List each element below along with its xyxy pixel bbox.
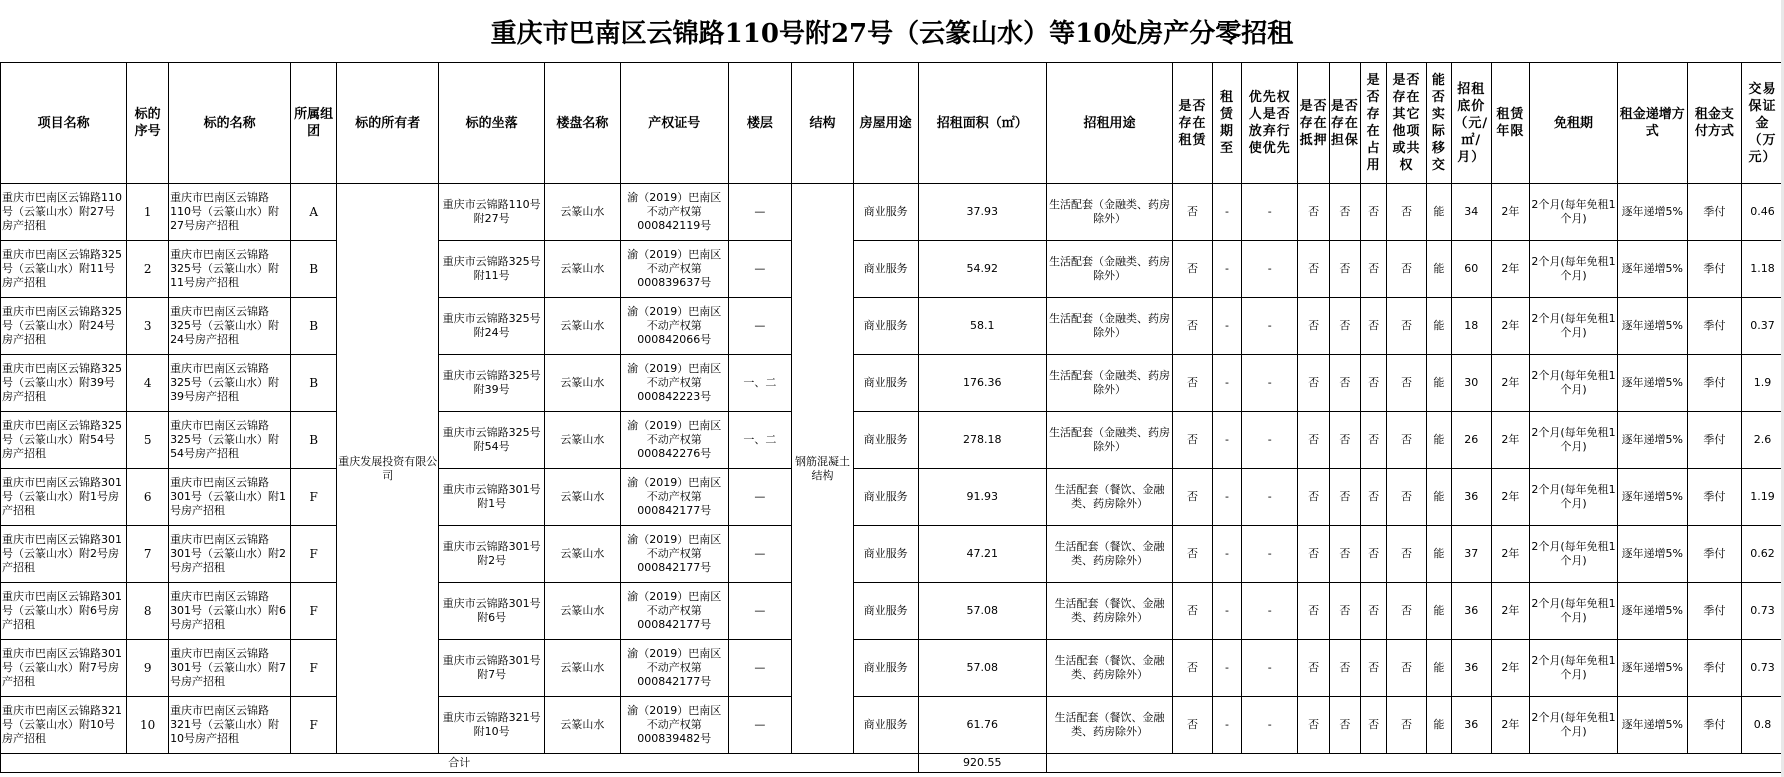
cell-free: 2个月(每年免租1个月) xyxy=(1530,298,1618,355)
cell-term: 2年 xyxy=(1491,526,1530,583)
header-term: 租赁年限 xyxy=(1491,63,1530,184)
cell-pay: 季付 xyxy=(1687,412,1741,469)
cell-term: 2年 xyxy=(1491,241,1530,298)
cell-priority: - xyxy=(1242,184,1298,241)
cell-free: 2个月(每年免租1个月) xyxy=(1530,355,1618,412)
cell-location: 重庆市云锦路301号附7号 xyxy=(439,640,544,697)
cell-deposit: 1.18 xyxy=(1742,241,1784,298)
cell-building: 云篆山水 xyxy=(544,526,620,583)
cell-pay: 季付 xyxy=(1687,184,1741,241)
cell-mortgage: 否 xyxy=(1298,469,1329,526)
cell-base-price: 36 xyxy=(1451,640,1491,697)
cell-mortgage: 否 xyxy=(1298,640,1329,697)
cell-increase: 逐年递增5% xyxy=(1617,583,1687,640)
cell-building: 云篆山水 xyxy=(544,640,620,697)
cell-target: 重庆市巴南区云锦路301号（云篆山水）附6号房产招租 xyxy=(169,583,291,640)
cell-deposit: 1.9 xyxy=(1742,355,1784,412)
cell-co-own: 否 xyxy=(1387,355,1427,412)
cell-lease-exists: 否 xyxy=(1173,697,1213,754)
table-row xyxy=(1,241,1784,298)
cell-use: 商业服务 xyxy=(853,241,918,298)
cell-building: 云篆山水 xyxy=(544,412,620,469)
cell-co-own: 否 xyxy=(1387,298,1427,355)
cell-cert: 渝（2019）巴南区不动产权第000842223号 xyxy=(621,355,729,412)
table-row xyxy=(1,640,1784,697)
cell-floor: — xyxy=(728,241,792,298)
cell-floor: — xyxy=(728,583,792,640)
header-mortgage: 是否存在抵押 xyxy=(1298,63,1329,184)
cell-use: 商业服务 xyxy=(853,526,918,583)
cell-mortgage: 否 xyxy=(1298,697,1329,754)
cell-location: 重庆市云锦路301号附6号 xyxy=(439,583,544,640)
cell-transfer: 能 xyxy=(1426,697,1451,754)
cell-guarantee: 否 xyxy=(1329,355,1360,412)
table-row xyxy=(1,355,1784,412)
cell-free: 2个月(每年免租1个月) xyxy=(1530,583,1618,640)
cell-transfer: 能 xyxy=(1426,298,1451,355)
cell-cert: 渝（2019）巴南区不动产权第000842119号 xyxy=(621,184,729,241)
cell-cert: 渝（2019）巴南区不动产权第000842177号 xyxy=(621,583,729,640)
cell-guarantee: 否 xyxy=(1329,583,1360,640)
cell-priority: - xyxy=(1242,583,1298,640)
cell-mortgage: 否 xyxy=(1298,298,1329,355)
cell-co-own: 否 xyxy=(1387,469,1427,526)
cell-base-price: 36 xyxy=(1451,469,1491,526)
total-blank xyxy=(1046,754,1783,773)
cell-lease-end: - xyxy=(1212,412,1241,469)
cell-co-own: 否 xyxy=(1387,583,1427,640)
cell-occupy: 否 xyxy=(1361,241,1387,298)
cell-project: 重庆市巴南区云锦路325号（云篆山水）附11号房产招租 xyxy=(1,241,127,298)
cell-seq: 2 xyxy=(127,241,169,298)
cell-area: 57.08 xyxy=(918,640,1046,697)
cell-increase: 逐年递增5% xyxy=(1617,355,1687,412)
header-deposit: 交易保证金（万元） xyxy=(1742,63,1784,184)
header-increase: 租金递增方式 xyxy=(1617,63,1687,184)
cell-building: 云篆山水 xyxy=(544,469,620,526)
table-body xyxy=(1,184,1784,773)
cell-lease-exists: 否 xyxy=(1173,640,1213,697)
cell-project: 重庆市巴南区云锦路301号（云篆山水）附6号房产招租 xyxy=(1,583,127,640)
cell-seq: 9 xyxy=(127,640,169,697)
cell-term: 2年 xyxy=(1491,583,1530,640)
cell-building: 云篆山水 xyxy=(544,583,620,640)
cell-floor: — xyxy=(728,469,792,526)
cell-group: B xyxy=(291,412,337,469)
cell-increase: 逐年递增5% xyxy=(1617,298,1687,355)
cell-guarantee: 否 xyxy=(1329,241,1360,298)
cell-cert: 渝（2019）巴南区不动产权第000842276号 xyxy=(621,412,729,469)
cell-pay: 季付 xyxy=(1687,697,1741,754)
cell-project: 重庆市巴南区云锦路325号（云篆山水）附54号房产招租 xyxy=(1,412,127,469)
header-use: 房屋用途 xyxy=(853,63,918,184)
cell-area: 278.18 xyxy=(918,412,1046,469)
cell-target: 重庆市巴南区云锦路321号（云篆山水）附10号房产招租 xyxy=(169,697,291,754)
cell-area: 91.93 xyxy=(918,469,1046,526)
header-lease-exists: 是否存在租赁 xyxy=(1173,63,1213,184)
cell-transfer: 能 xyxy=(1426,355,1451,412)
cell-guarantee: 否 xyxy=(1329,298,1360,355)
cell-free: 2个月(每年免租1个月) xyxy=(1530,640,1618,697)
cell-use: 商业服务 xyxy=(853,697,918,754)
cell-occupy: 否 xyxy=(1361,583,1387,640)
cell-target: 重庆市巴南区云锦路301号（云篆山水）附1号房产招租 xyxy=(169,469,291,526)
cell-lease-exists: 否 xyxy=(1173,184,1213,241)
cell-use: 商业服务 xyxy=(853,184,918,241)
cell-priority: - xyxy=(1242,355,1298,412)
table-row xyxy=(1,412,1784,469)
cell-lease-exists: 否 xyxy=(1173,241,1213,298)
header-row xyxy=(1,63,1784,184)
cell-group: F xyxy=(291,640,337,697)
cell-building: 云篆山水 xyxy=(544,184,620,241)
header-co-own: 是否存在其它他项或共权 xyxy=(1387,63,1427,184)
cell-term: 2年 xyxy=(1491,355,1530,412)
cell-mortgage: 否 xyxy=(1298,241,1329,298)
cell-project: 重庆市巴南区云锦路325号（云篆山水）附24号房产招租 xyxy=(1,298,127,355)
cell-lease-end: - xyxy=(1212,640,1241,697)
cell-deposit: 1.19 xyxy=(1742,469,1784,526)
cell-area: 176.36 xyxy=(918,355,1046,412)
cell-pay: 季付 xyxy=(1687,526,1741,583)
header-rent-use: 招租用途 xyxy=(1046,63,1172,184)
cell-increase: 逐年递增5% xyxy=(1617,412,1687,469)
cell-base-price: 36 xyxy=(1451,697,1491,754)
cell-increase: 逐年递增5% xyxy=(1617,640,1687,697)
cell-free: 2个月(每年免租1个月) xyxy=(1530,469,1618,526)
cell-area: 57.08 xyxy=(918,583,1046,640)
cell-lease-end: - xyxy=(1212,355,1241,412)
cell-free: 2个月(每年免租1个月) xyxy=(1530,412,1618,469)
cell-transfer: 能 xyxy=(1426,526,1451,583)
cell-target: 重庆市巴南区云锦路301号（云篆山水）附7号房产招租 xyxy=(169,640,291,697)
cell-group: F xyxy=(291,583,337,640)
cell-use: 商业服务 xyxy=(853,583,918,640)
cell-deposit: 0.73 xyxy=(1742,640,1784,697)
cell-increase: 逐年递增5% xyxy=(1617,184,1687,241)
cell-mortgage: 否 xyxy=(1298,526,1329,583)
cell-rent-use: 生活配套（金融类、药房除外） xyxy=(1046,412,1172,469)
cell-priority: - xyxy=(1242,298,1298,355)
header-pay: 租金支付方式 xyxy=(1687,63,1741,184)
cell-project: 重庆市巴南区云锦路301号（云篆山水）附2号房产招租 xyxy=(1,526,127,583)
cell-group: B xyxy=(291,241,337,298)
cell-mortgage: 否 xyxy=(1298,583,1329,640)
cell-area: 37.93 xyxy=(918,184,1046,241)
cell-lease-exists: 否 xyxy=(1173,355,1213,412)
cell-group: B xyxy=(291,355,337,412)
cell-target: 重庆市巴南区云锦路110号（云篆山水）附27号房产招租 xyxy=(169,184,291,241)
header-structure: 结构 xyxy=(792,63,854,184)
cell-cert: 渝（2019）巴南区不动产权第000842177号 xyxy=(621,469,729,526)
cell-group: F xyxy=(291,697,337,754)
cell-project: 重庆市巴南区云锦路301号（云篆山水）附7号房产招租 xyxy=(1,640,127,697)
cell-group: B xyxy=(291,298,337,355)
cell-occupy: 否 xyxy=(1361,355,1387,412)
total-area: 920.55 xyxy=(918,754,1046,773)
cell-location: 重庆市云锦路325号附39号 xyxy=(439,355,544,412)
total-row xyxy=(1,754,1784,773)
cell-location: 重庆市云锦路301号附2号 xyxy=(439,526,544,583)
header-target: 标的名称 xyxy=(169,63,291,184)
cell-pay: 季付 xyxy=(1687,583,1741,640)
cell-lease-end: - xyxy=(1212,583,1241,640)
cell-building: 云篆山水 xyxy=(544,355,620,412)
cell-pay: 季付 xyxy=(1687,355,1741,412)
cell-location: 重庆市云锦路325号附54号 xyxy=(439,412,544,469)
cell-target: 重庆市巴南区云锦路325号（云篆山水）附54号房产招租 xyxy=(169,412,291,469)
cell-transfer: 能 xyxy=(1426,241,1451,298)
cell-project: 重庆市巴南区云锦路301号（云篆山水）附1号房产招租 xyxy=(1,469,127,526)
cell-lease-exists: 否 xyxy=(1173,583,1213,640)
cell-target: 重庆市巴南区云锦路325号（云篆山水）附39号房产招租 xyxy=(169,355,291,412)
cell-co-own: 否 xyxy=(1387,241,1427,298)
cell-lease-end: - xyxy=(1212,697,1241,754)
cell-rent-use: 生活配套（餐饮、金融类、药房除外） xyxy=(1046,640,1172,697)
table-row xyxy=(1,298,1784,355)
cell-increase: 逐年递增5% xyxy=(1617,469,1687,526)
cell-increase: 逐年递增5% xyxy=(1617,697,1687,754)
cell-occupy: 否 xyxy=(1361,526,1387,583)
cell-rent-use: 生活配套（餐饮、金融类、药房除外） xyxy=(1046,469,1172,526)
header-base-price: 招租底价（元/㎡/月） xyxy=(1451,63,1491,184)
cell-lease-end: - xyxy=(1212,241,1241,298)
header-building: 楼盘名称 xyxy=(544,63,620,184)
cell-guarantee: 否 xyxy=(1329,469,1360,526)
cell-base-price: 26 xyxy=(1451,412,1491,469)
cell-seq: 6 xyxy=(127,469,169,526)
header-occupy: 是否存在占用 xyxy=(1361,63,1387,184)
cell-occupy: 否 xyxy=(1361,469,1387,526)
cell-base-price: 37 xyxy=(1451,526,1491,583)
cell-base-price: 30 xyxy=(1451,355,1491,412)
cell-seq: 10 xyxy=(127,697,169,754)
header-owner: 标的所有者 xyxy=(337,63,439,184)
page-title: 重庆市巴南区云锦路110号附27号（云篆山水）等10处房产分零招租 xyxy=(490,18,1294,49)
cell-target: 重庆市巴南区云锦路325号（云篆山水）附11号房产招租 xyxy=(169,241,291,298)
cell-term: 2年 xyxy=(1491,412,1530,469)
cell-occupy: 否 xyxy=(1361,412,1387,469)
header-priority: 优先权人是否放弃行使优先 xyxy=(1242,63,1298,184)
cell-base-price: 36 xyxy=(1451,583,1491,640)
cell-pay: 季付 xyxy=(1687,298,1741,355)
cell-term: 2年 xyxy=(1491,697,1530,754)
cell-pay: 季付 xyxy=(1687,241,1741,298)
cell-transfer: 能 xyxy=(1426,412,1451,469)
cell-floor: — xyxy=(728,298,792,355)
cell-base-price: 18 xyxy=(1451,298,1491,355)
cell-floor: — xyxy=(728,526,792,583)
header-lease-end: 租赁期至 xyxy=(1212,63,1241,184)
cell-guarantee: 否 xyxy=(1329,412,1360,469)
cell-rent-use: 生活配套（金融类、药房除外） xyxy=(1046,241,1172,298)
cell-seq: 7 xyxy=(127,526,169,583)
cell-priority: - xyxy=(1242,412,1298,469)
cell-term: 2年 xyxy=(1491,469,1530,526)
cell-area: 47.21 xyxy=(918,526,1046,583)
cell-use: 商业服务 xyxy=(853,640,918,697)
cell-project: 重庆市巴南区云锦路325号（云篆山水）附39号房产招租 xyxy=(1,355,127,412)
cell-floor: — xyxy=(728,640,792,697)
cell-cert: 渝（2019）巴南区不动产权第000842066号 xyxy=(621,298,729,355)
cell-guarantee: 否 xyxy=(1329,526,1360,583)
cell-priority: - xyxy=(1242,241,1298,298)
cell-lease-exists: 否 xyxy=(1173,469,1213,526)
cell-term: 2年 xyxy=(1491,640,1530,697)
cell-guarantee: 否 xyxy=(1329,640,1360,697)
cell-mortgage: 否 xyxy=(1298,412,1329,469)
cell-priority: - xyxy=(1242,697,1298,754)
cell-rent-use: 生活配套（金融类、药房除外） xyxy=(1046,355,1172,412)
header-group: 所属组团 xyxy=(291,63,337,184)
cell-priority: - xyxy=(1242,526,1298,583)
cell-use: 商业服务 xyxy=(853,298,918,355)
cell-group: F xyxy=(291,526,337,583)
table-row xyxy=(1,583,1784,640)
cell-transfer: 能 xyxy=(1426,583,1451,640)
cell-floor: — xyxy=(728,697,792,754)
cell-occupy: 否 xyxy=(1361,184,1387,241)
cell-location: 重庆市云锦路321号附10号 xyxy=(439,697,544,754)
cell-mortgage: 否 xyxy=(1298,184,1329,241)
cell-group: F xyxy=(291,469,337,526)
cell-increase: 逐年递增5% xyxy=(1617,526,1687,583)
cell-target: 重庆市巴南区云锦路325号（云篆山水）附24号房产招租 xyxy=(169,298,291,355)
header-transfer: 能否实际移交 xyxy=(1426,63,1451,184)
cell-target: 重庆市巴南区云锦路301号（云篆山水）附2号房产招租 xyxy=(169,526,291,583)
cell-rent-use: 生活配套（餐饮、金融类、药房除外） xyxy=(1046,526,1172,583)
cell-location: 重庆市云锦路325号附11号 xyxy=(439,241,544,298)
cell-deposit: 2.6 xyxy=(1742,412,1784,469)
table-row xyxy=(1,526,1784,583)
cell-rent-use: 生活配套（餐饮、金融类、药房除外） xyxy=(1046,697,1172,754)
cell-term: 2年 xyxy=(1491,298,1530,355)
cell-free: 2个月(每年免租1个月) xyxy=(1530,184,1618,241)
cell-area: 54.92 xyxy=(918,241,1046,298)
header-floor: 楼层 xyxy=(728,63,792,184)
cell-project: 重庆市巴南区云锦路321号（云篆山水）附10号房产招租 xyxy=(1,697,127,754)
cell-base-price: 34 xyxy=(1451,184,1491,241)
cell-base-price: 60 xyxy=(1451,241,1491,298)
cell-group: A xyxy=(291,184,337,241)
cell-seq: 4 xyxy=(127,355,169,412)
cell-occupy: 否 xyxy=(1361,298,1387,355)
cell-transfer: 能 xyxy=(1426,640,1451,697)
cell-free: 2个月(每年免租1个月) xyxy=(1530,241,1618,298)
cell-transfer: 能 xyxy=(1426,184,1451,241)
cell-deposit: 0.37 xyxy=(1742,298,1784,355)
cell-lease-exists: 否 xyxy=(1173,298,1213,355)
cell-deposit: 0.62 xyxy=(1742,526,1784,583)
cell-floor: — xyxy=(728,184,792,241)
cell-guarantee: 否 xyxy=(1329,697,1360,754)
table-row xyxy=(1,697,1784,754)
cell-lease-exists: 否 xyxy=(1173,412,1213,469)
cell-term: 2年 xyxy=(1491,184,1530,241)
header-cert: 产权证号 xyxy=(621,63,729,184)
cell-location: 重庆市云锦路325号附24号 xyxy=(439,298,544,355)
cell-floor: 一、二 xyxy=(728,412,792,469)
cell-priority: - xyxy=(1242,469,1298,526)
cell-rent-use: 生活配套（餐饮、金融类、药房除外） xyxy=(1046,583,1172,640)
header-area: 招租面积（㎡） xyxy=(918,63,1046,184)
cell-lease-end: - xyxy=(1212,184,1241,241)
cell-lease-end: - xyxy=(1212,526,1241,583)
cell-transfer: 能 xyxy=(1426,469,1451,526)
cell-occupy: 否 xyxy=(1361,640,1387,697)
cell-increase: 逐年递增5% xyxy=(1617,241,1687,298)
header-free: 免租期 xyxy=(1530,63,1618,184)
cell-free: 2个月(每年免租1个月) xyxy=(1530,526,1618,583)
cell-lease-exists: 否 xyxy=(1173,526,1213,583)
cell-priority: - xyxy=(1242,640,1298,697)
cell-seq: 1 xyxy=(127,184,169,241)
cell-mortgage: 否 xyxy=(1298,355,1329,412)
cell-co-own: 否 xyxy=(1387,412,1427,469)
owner-cell: 重庆发展投资有限公司 xyxy=(337,184,439,754)
cell-guarantee: 否 xyxy=(1329,184,1360,241)
cell-floor: 一、二 xyxy=(728,355,792,412)
cell-free: 2个月(每年免租1个月) xyxy=(1530,697,1618,754)
cell-pay: 季付 xyxy=(1687,640,1741,697)
structure-cell: 钢筋混凝土结构 xyxy=(792,184,854,754)
header-location: 标的坐落 xyxy=(439,63,544,184)
cell-building: 云篆山水 xyxy=(544,298,620,355)
cell-pay: 季付 xyxy=(1687,469,1741,526)
cell-use: 商业服务 xyxy=(853,412,918,469)
cell-co-own: 否 xyxy=(1387,697,1427,754)
cell-location: 重庆市云锦路301号附1号 xyxy=(439,469,544,526)
cell-project: 重庆市巴南区云锦路110号（云篆山水）附27号房产招租 xyxy=(1,184,127,241)
header-project: 项目名称 xyxy=(1,63,127,184)
header-seq: 标的序号 xyxy=(127,63,169,184)
cell-co-own: 否 xyxy=(1387,640,1427,697)
cell-lease-end: - xyxy=(1212,298,1241,355)
cell-co-own: 否 xyxy=(1387,526,1427,583)
cell-building: 云篆山水 xyxy=(544,241,620,298)
total-label: 合计 xyxy=(1,754,919,773)
cell-rent-use: 生活配套（金融类、药房除外） xyxy=(1046,298,1172,355)
cell-deposit: 0.46 xyxy=(1742,184,1784,241)
cell-area: 61.76 xyxy=(918,697,1046,754)
cell-seq: 3 xyxy=(127,298,169,355)
cell-co-own: 否 xyxy=(1387,184,1427,241)
table-row xyxy=(1,469,1784,526)
cell-occupy: 否 xyxy=(1361,697,1387,754)
cell-rent-use: 生活配套（金融类、药房除外） xyxy=(1046,184,1172,241)
table-row xyxy=(1,184,1784,241)
cell-deposit: 0.8 xyxy=(1742,697,1784,754)
cell-building: 云篆山水 xyxy=(544,697,620,754)
cell-cert: 渝（2019）巴南区不动产权第000842177号 xyxy=(621,640,729,697)
cell-use: 商业服务 xyxy=(853,469,918,526)
property-table xyxy=(0,62,1784,773)
cell-seq: 8 xyxy=(127,583,169,640)
cell-deposit: 0.73 xyxy=(1742,583,1784,640)
cell-area: 58.1 xyxy=(918,298,1046,355)
cell-location: 重庆市云锦路110号附27号 xyxy=(439,184,544,241)
cell-use: 商业服务 xyxy=(853,355,918,412)
cell-cert: 渝（2019）巴南区不动产权第000839637号 xyxy=(621,241,729,298)
header-guarantee: 是否存在担保 xyxy=(1329,63,1360,184)
cell-cert: 渝（2019）巴南区不动产权第000842177号 xyxy=(621,526,729,583)
cell-seq: 5 xyxy=(127,412,169,469)
cell-cert: 渝（2019）巴南区不动产权第000839482号 xyxy=(621,697,729,754)
cell-lease-end: - xyxy=(1212,469,1241,526)
